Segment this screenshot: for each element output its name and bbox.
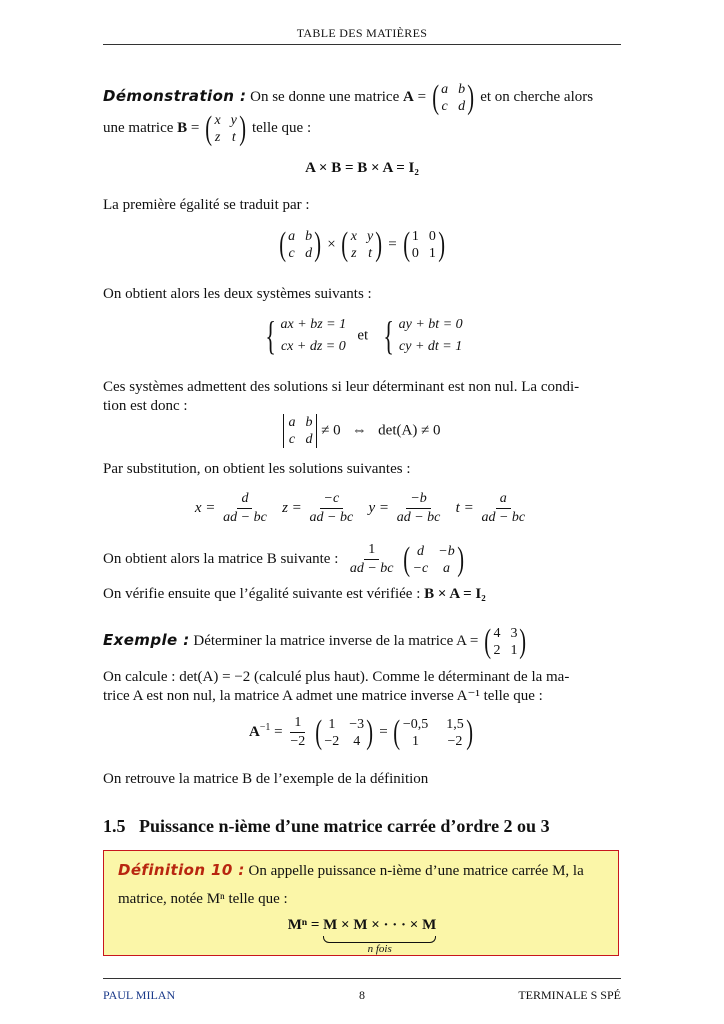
verify-text: On vérifie ensuite que l’égalité suivante est vérifiée : [103, 586, 421, 602]
first-equality-text: La première égalité se traduit par : [103, 197, 310, 213]
footer-rule [103, 978, 621, 979]
definition-formula [104, 917, 620, 955]
page-header: TABLE DES MATIÈRES [296, 26, 428, 40]
example-label: Exemple : [103, 631, 190, 649]
matrix-A-generic: ( a b c d ) [432, 78, 475, 116]
footer-page-number: 8 [359, 988, 365, 1002]
definition-text [118, 859, 608, 910]
cond-line-1: Ces systèmes admettent des solutions si leur déterminant est non nul. La condi- [103, 379, 580, 395]
definition-box [103, 850, 619, 956]
inverse-equation: $A^{-1}$ = $\frac{1}{-2}$ ( 1 −3 −2 4 ) = ( −0,5 1,5 1 −2 ) [248, 713, 473, 751]
definition-label: Définition 10 : [118, 861, 245, 879]
calc-line-2: trice A est non nul, la matrice A admet une matrice inverse A⁻¹ telle que : [103, 688, 543, 704]
definition-line-2: matrice, notée Mⁿ telle que : [118, 891, 288, 907]
solutions-row: x = $\frac{d}{ad - bc}$ z = $\frac{-c}{ad - bc}$ y = $\frac{-b}{ad - bc}$ t = $\frac{a}{ad - bc}$ [194, 491, 526, 525]
matrix-B-generic: ( x y z t ) [205, 109, 246, 147]
example-text: Déterminer la matrice inverse de la matrice A = [193, 633, 479, 649]
section-heading [103, 816, 550, 837]
demo-label: Démonstration : [103, 87, 247, 105]
condition-text [103, 378, 621, 416]
calc-line-1: On calcule : det(A) = −2 (calculé plus haut). Comme le déterminant de la ma- [103, 669, 570, 685]
verify-line [103, 585, 621, 604]
cond-line-2: tion est donc : [103, 398, 188, 414]
calc-text [103, 668, 621, 706]
formula-lhs: Mⁿ = [287, 917, 320, 933]
header-rule [103, 44, 621, 45]
example-line: Exemple : Déterminer la matrice inverse de la matrice A = ( 4 3 2 1 ) [103, 622, 527, 660]
brace-label: n fois [367, 943, 392, 955]
demo-paragraph: Démonstration : On se donne une matrice A = ( a b c d ) et on cherche alors [103, 78, 594, 116]
underbrace [323, 936, 436, 943]
footer-class: TERMINALE S SPÉ [518, 988, 621, 1002]
determinant-condition: a b c d ≠ 0 ⇔ det(A) ≠ 0 [103, 414, 621, 448]
demo-intro-2: et on cherche alors [480, 89, 594, 105]
verify-equation: B × A = I₂ [424, 586, 486, 602]
matrix-product-equation: ( a b c d ) × ( x y z t ) = ( 1 0 0 1 ) [279, 226, 445, 263]
sys2-row2: cy + dt = 1 [399, 339, 463, 354]
matrix-B-result-line: On obtient alors la matrice B suivante : $\frac{1}{ad - bc}$ ( d −b −c a ) [103, 540, 464, 578]
det-cond-text: ≠ 0 ⇔ det(A) ≠ 0 [321, 422, 441, 439]
demo-intro-4: telle que : [251, 120, 312, 136]
demo-intro-1: On se donne une matrice [250, 89, 400, 105]
footer-author: PAUL MILAN [103, 988, 176, 1002]
identity-equation: A × B = B × A = I₂ [305, 160, 419, 176]
sys2-row1: ay + bt = 0 [398, 317, 463, 332]
systems-block: { ax + bz = 1 cx + dz = 0 et { ay + bt = 0 cy + dt = 1 [265, 313, 463, 358]
et-text: et [357, 327, 369, 344]
sys1-row2: cx + dz = 0 [280, 339, 346, 354]
matrix-B-text: On obtient alors la matrice B suivante : [103, 551, 339, 567]
sys1-row1: ax + bz = 1 [280, 317, 347, 332]
two-systems-text: On obtient alors les deux systèmes suivants : [103, 286, 372, 302]
section-title: Puissance n-ième d’une matrice carrée d’ordre 2 ou 3 [139, 816, 550, 836]
formula-rhs: M × M × · · · × M [323, 917, 437, 933]
retrouve-text: On retrouve la matrice B de l’exemple de la définition [103, 771, 429, 787]
demo-line-2: une matrice B = ( x y z t ) telle que : [103, 109, 312, 147]
definition-line-1: On appelle puissance n-ième d’une matrice carrée M, la [248, 863, 584, 879]
substitution-text: Par substitution, on obtient les solutions suivantes : [103, 461, 411, 477]
demo-intro-3: une matrice [103, 120, 174, 136]
section-number: 1.5 [103, 816, 126, 836]
